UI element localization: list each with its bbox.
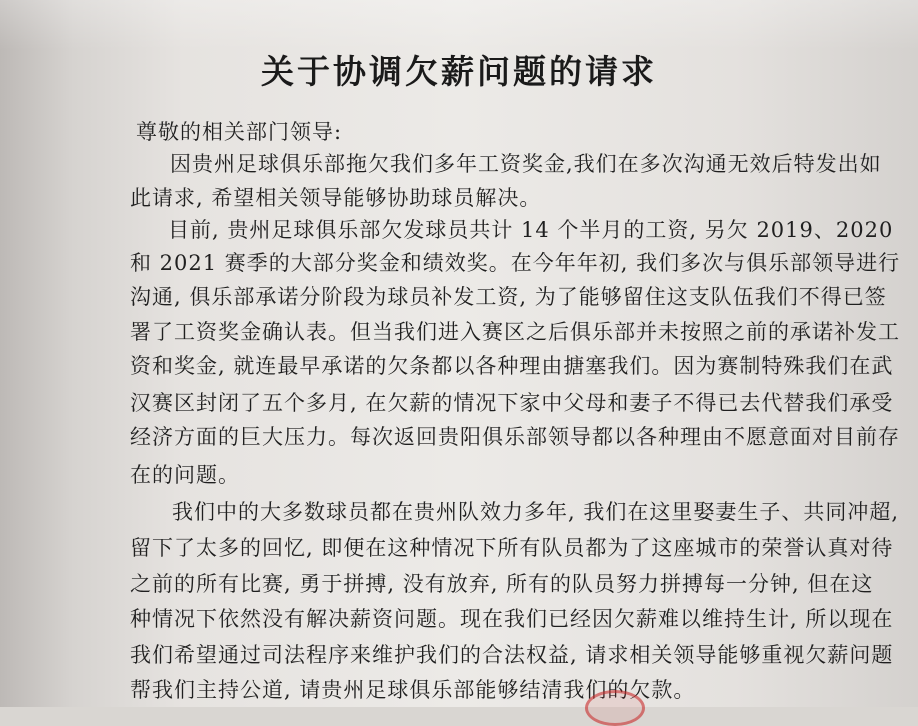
body-line-13: 之前的所有比赛, 勇于拼搏, 没有放弃, 所有的队员努力拼搏每一分钟, 但在这 <box>130 572 874 596</box>
body-line-9: 经济方面的巨大压力。每次返回贵阳俱乐部领导都以各种理由不愿意面对目前存 <box>130 425 900 449</box>
body-line-7: 资和奖金, 就连最早承诺的欠条都以各种理由搪塞我们。因为赛制特殊我们在武 <box>130 354 894 378</box>
body-line-6: 署了工资奖金确认表。但当我们进入赛区之后俱乐部并未按照之前的承诺补发工 <box>130 320 900 344</box>
document-title: 关于协调欠薪问题的请求 <box>261 52 657 91</box>
body-line-1: 因贵州足球俱乐部拖欠我们多年工资奖金,我们在多次沟通无效后特发出如 <box>170 152 882 176</box>
body-line-11: 我们中的大多数球员都在贵州队效力多年, 我们在这里娶妻生子、共同冲超, <box>172 500 900 524</box>
body-line-16: 帮我们主持公道, 请贵州足球俱乐部能够结清我们的欠款。 <box>130 678 696 702</box>
body-line-15: 我们希望通过司法程序来维护我们的合法权益, 请求相关领导能够重视欠薪问题 <box>130 643 894 667</box>
body-line-12: 留下了太多的回忆, 即便在这种情况下所有队员都为了这座城市的荣誉认真对待 <box>130 536 894 560</box>
salutation: 尊敬的相关部门领导: <box>136 120 343 144</box>
body-line-14: 种情况下依然没有解决薪资问题。现在我们已经因欠薪难以维持生计, 所以现在 <box>130 607 894 631</box>
red-seal-stamp <box>585 690 645 726</box>
body-line-8: 汉赛区封闭了五个多月, 在欠薪的情况下家中父母和妻子不得已去代替我们承受 <box>130 391 894 415</box>
paper-shading <box>0 0 918 50</box>
body-line-2: 此请求, 希望相关领导能够协助球员解决。 <box>130 186 542 210</box>
body-line-4: 和 2021 赛季的大部分奖金和绩效奖。在今年年初, 我们多次与俱乐部领导进行 <box>130 251 901 275</box>
body-line-5: 沟通, 俱乐部承诺分阶段为球员补发工资, 为了能够留住这支队伍我们不得已签 <box>130 285 887 309</box>
body-line-10: 在的问题。 <box>130 463 240 487</box>
body-line-3: 目前, 贵州足球俱乐部欠发球员共计 14 个半月的工资, 另欠 2019、2020 <box>168 218 894 242</box>
